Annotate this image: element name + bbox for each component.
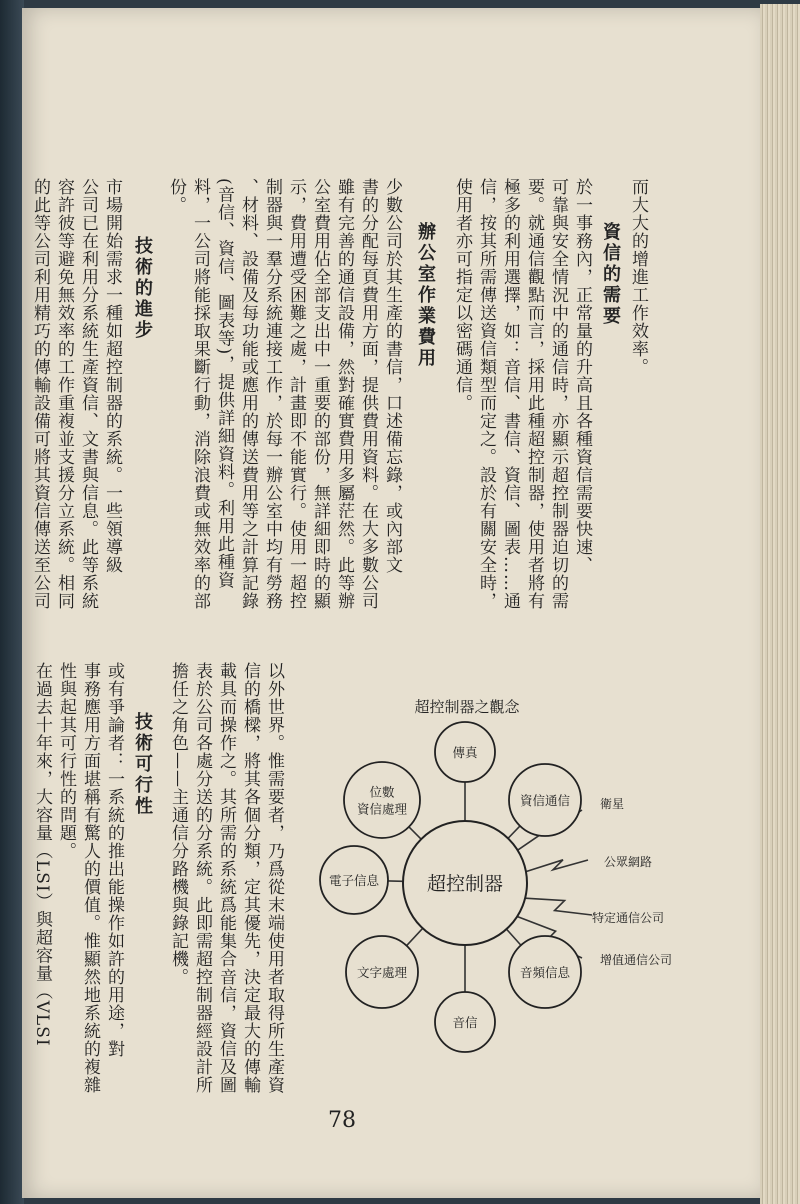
info-needs-line: 可靠與安全情況中的通信時，亦顯示超控制器迫切的需: [548, 178, 568, 610]
digital-data-connector: [409, 827, 421, 839]
super-controller-diagram: [292, 690, 692, 1060]
office-costs-line: 、材料、設備及每功能或應用的傳送費用等之計算記錄: [238, 178, 258, 610]
section-title-feasibility: 技術可行性: [132, 712, 153, 817]
continued-line: 擔任之角色——主通信分路機與錄記機。: [168, 662, 188, 986]
digital-data-label: 位數: [369, 784, 395, 800]
page-number: 78: [328, 1108, 356, 1133]
feasibility-line: 或有爭論者：一系統的推出能操作如許的用途，對: [104, 662, 124, 1058]
voice-info-label: 音頻信息: [519, 965, 571, 980]
book-binding: [0, 0, 24, 1204]
word-processing-label: 文字處理: [356, 965, 408, 980]
section-feasibility-body: [30, 662, 126, 1102]
section-title-info-needs: 資信的需要: [600, 222, 621, 327]
office-costs-line: 雖有完善的通信設備，然對確實費用多屬茫然。此等辦: [334, 178, 354, 610]
office-costs-line: (音信、資信、圖表等)，提供詳細資料。利用此種資: [214, 178, 234, 590]
fax-label: 傳真: [452, 745, 478, 760]
office-costs-line: 書的分配每頁費用方面，提供費用資料。在大多數公司: [358, 178, 378, 610]
digital-data-label: 資信處理: [356, 801, 408, 817]
info-needs-line: 使用者亦可指定以密碼通信。: [452, 178, 472, 412]
section-continued-body: [166, 662, 286, 1102]
office-costs-line: 少數公司於其生產的書信，口述備忘錄，或內部文: [382, 178, 402, 574]
continuation-line: 而大大的增進工作效率。: [628, 178, 648, 376]
office-costs-line: 示，費用遭受困難之處，計畫即不能實行。使用一超控: [286, 178, 306, 610]
tech-progress-line: 公司已在利用分系統生產資信、文書與信息。此等系統: [78, 178, 98, 610]
continued-line: 信的橋樑，將其各個分類，定其優先，決定最大的傳輸: [240, 662, 260, 1094]
office-costs-line: 制器與一羣分系統連接工作，於每一辦公室中均有勞務: [262, 178, 282, 610]
continued-line: 以外世界。惟需要者，乃爲從末端使用者取得所生產資: [264, 662, 284, 1094]
info-needs-line: 要。就通信觀點而言，採用此種超控制器，使用者將有: [524, 178, 544, 610]
office-costs-line: 份。: [166, 178, 186, 214]
diagram-title: 超控制器之觀念: [414, 698, 520, 716]
link-label-0: 衛星: [600, 797, 625, 811]
section-office-costs-body: [164, 178, 404, 618]
section-tech-progress-body: [28, 178, 124, 618]
continuation-text: [626, 178, 650, 568]
tech-progress-line: 的此等公司利用精巧的傳輸設備可將其資信傳送至公司: [30, 178, 50, 610]
link-1-bolt: [526, 860, 588, 872]
link-label-1: 公眾網路: [604, 855, 653, 869]
feasibility-line: 性與起其可行性的問題。: [56, 662, 76, 860]
electronic-mail-label: 電子信息: [328, 873, 380, 888]
section-title-tech-progress: 技術的進步: [132, 236, 153, 341]
center-label: 超控制器: [426, 873, 504, 895]
office-costs-line: 公室費用佔全部支出中一重要的部份，無詳細即時的顯: [310, 178, 330, 610]
data-comm-label: 資信通信: [519, 793, 571, 808]
voice-info-connector: [506, 929, 520, 945]
section-info-needs-body: [450, 178, 594, 618]
voice-label: 音信: [452, 1015, 478, 1030]
info-needs-line: 信，按其所需傳送資信類型而定之。設於有關安全時，: [476, 178, 496, 610]
page-edges: [760, 4, 800, 1204]
section-title-office-costs: 辦公室作業費用: [415, 222, 436, 369]
info-needs-line: 極多的利用選擇，如：音信、書信、資信、圖表……通: [500, 178, 520, 610]
continued-line: 表於公司各處分送的分系統。此即需超控制器經設計所: [192, 662, 212, 1094]
link-label-3: 增值通信公司: [600, 953, 673, 967]
tech-progress-line: 容許彼等避免無效率的工作重複並支援分立系統。相同: [54, 178, 74, 610]
data-comm-connector: [508, 826, 520, 838]
tech-progress-line: 市場開始需求一種如超控制器的系統。一些領導級: [102, 178, 122, 574]
office-costs-line: 料，一公司將能採取果斷行動，消除浪費或無效率的部: [190, 178, 210, 610]
digital-data-node: [344, 762, 420, 838]
feasibility-line: 在過去十年來，大容量（LSI）與超容量（VLSI: [32, 662, 52, 1047]
feasibility-line: 事務應用方面堪稱有驚人的價值。惟顯然地系統的複雜: [80, 662, 100, 1094]
continued-line: 載具而操作之。其所需的系統爲能集合音信，資信及圖: [216, 662, 236, 1094]
link-label-2: 特定通信公司: [592, 911, 665, 925]
word-processing-connector: [407, 928, 423, 945]
link-2-bolt: [525, 898, 592, 915]
info-needs-line: 於一事務內，正常量的升高且各種資信需要快速、: [572, 178, 592, 574]
